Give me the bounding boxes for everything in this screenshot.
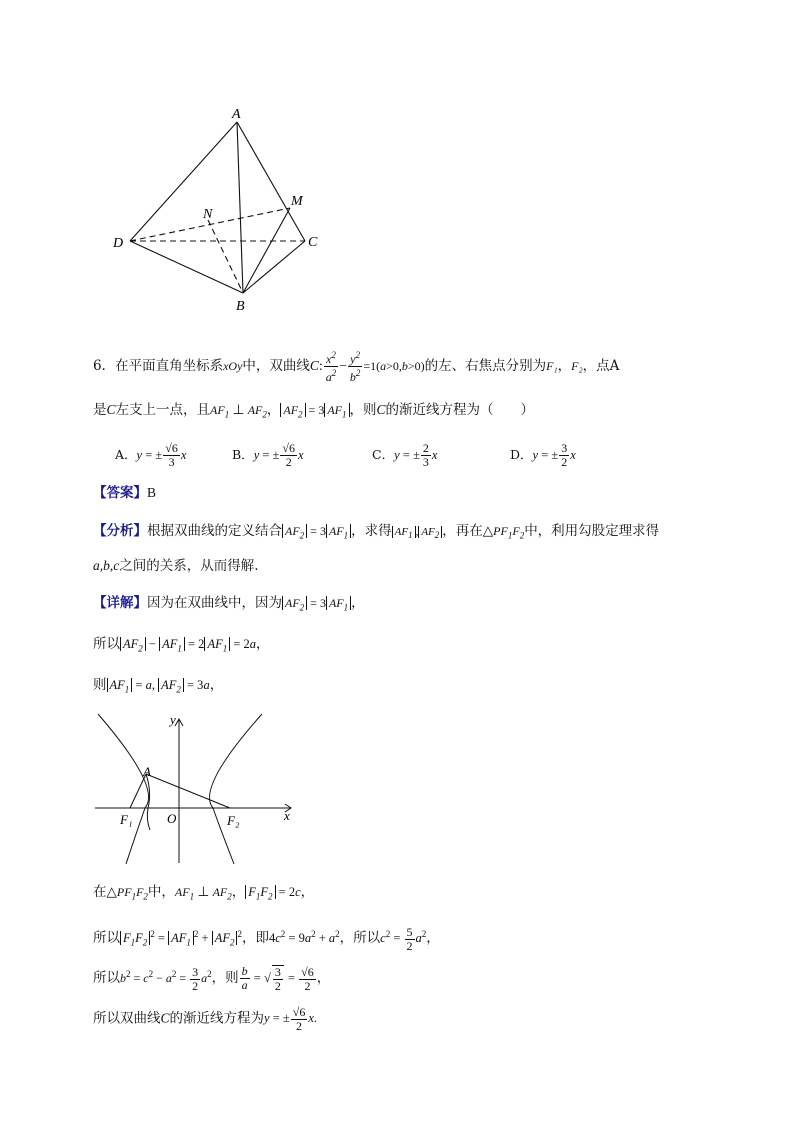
option-a: A．y = ± $\frac{√6}{3}$ x (115, 441, 187, 469)
option-c: C．y = ± $\frac{2}{3}$ x (372, 441, 438, 469)
problem-number: 6． (93, 358, 116, 374)
problem-line-2: 是C左支上一点，且$AF_1$ ⊥ $AF_2$， $AF_2 = 3$ $AF_1$ ，则C的渐近线方程为（ ） (93, 402, 535, 420)
label-F2: F₂ (227, 813, 240, 828)
detail-line-7: 所以双曲线C的渐近线方程为y = ± $\frac{√6}{2}$ x. (93, 1005, 318, 1033)
axis-label-x: x (284, 808, 290, 823)
answer-value: B (147, 485, 157, 500)
detail-line-5: 所以 $F_1F_2^2 = AF_1^2 + AF_2^2$，即$4c^2 = 9a^2 + a^2$，所以$c^2$ = $\frac{5}{2}$ $a^2$， (93, 924, 440, 953)
label-M: M (291, 194, 303, 209)
answer-tag: 【答案】 (93, 485, 147, 501)
option-d: D．y = ± $\frac{3}{2}$ x (510, 441, 576, 469)
analysis-line-1: 【分析】根据双曲线的定义结合 $AF_2 = 3$ $AF_1$ ，求得 $AF_1$ , $AF_2$ ，再在$\triangle PF_1F_2$中，利用勾股定理求得 (93, 523, 660, 541)
label-B: B (236, 299, 245, 314)
detail-line-2: 所以 $AF_2 - AF_1 = 2$ $AF_1 = 2a$， (93, 636, 270, 654)
label-O: O (167, 811, 177, 826)
problem-line-1: 6．在平面直角坐标系xOy中，双曲线C: $\frac{x^2}{a^2}$ − $\frac{y^2}{b^2}$ =1(a>0,b>0)的左、右焦点分别为F₁，F₂，点A (93, 350, 620, 384)
label-A-2: A (143, 764, 151, 779)
label-F1: F₁ (120, 812, 133, 827)
detail-line-1: 【详解】因为在双曲线中，因为 $AF_2 = 3$ $AF_1$ ， (93, 595, 365, 613)
hyperbola-figure (90, 708, 310, 868)
detail-line-3: 则 $AF_1 = a$, $AF_2 = 3a$， (93, 677, 224, 695)
label-D: D (113, 236, 124, 251)
tetrahedron-figure (100, 100, 340, 320)
axis-label-y: y (170, 712, 176, 727)
answer-line (93, 483, 156, 503)
detail-line-4: 在$\triangle PF_1F_2$中，$AF_1$ ⊥ $AF_2$， $F_1F_2 = 2c$， (93, 884, 315, 902)
label-A: A (232, 107, 241, 122)
label-C: C (308, 235, 318, 250)
analysis-line-2: a,b,c之间的关系，从而得解. (93, 558, 259, 574)
option-b: B．y = ± $\frac{√6}{2}$ x (232, 441, 304, 469)
label-N: N (203, 207, 213, 222)
detail-line-6: 所以$b^2 = c^2 - a^2$ = $\frac{3}{2}$ $a^2$，则 $\frac{b}{a}$ = √ $\frac{3}{2}$ = $\frac{√6}{2}$ ， (93, 964, 331, 994)
